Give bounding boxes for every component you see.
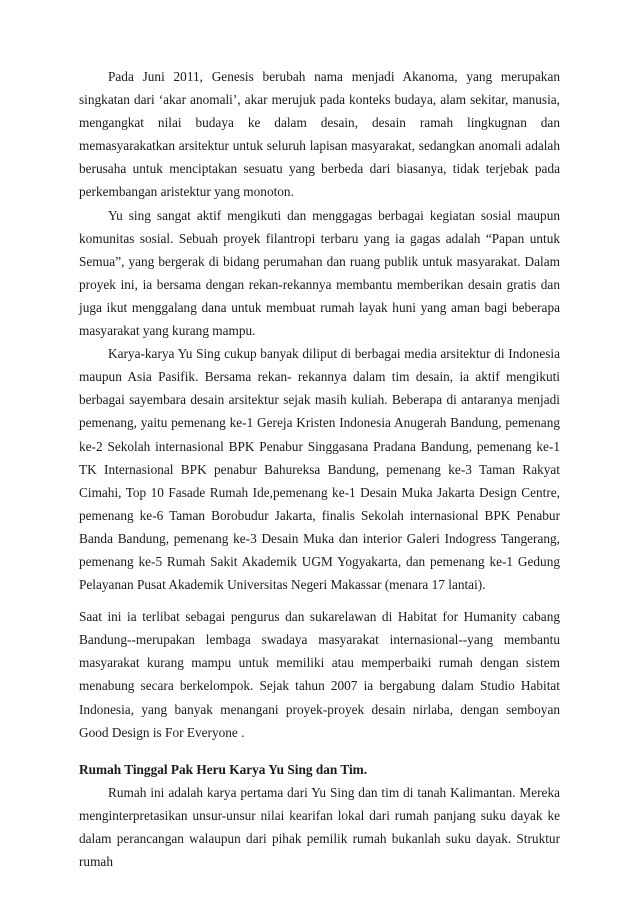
paragraph-rumah-pak-heru: Rumah ini adalah karya pertama dari Yu Sing dan tim di tanah Kalimantan. Mereka menginterpretasikan unsur-unsur nilai kearifan lokal dari rumah panjang suku dayak ke dalam perancangan walaupun dari pihak pemilik rumah bukanlah suku dayak. Struktur rumah	[79, 784, 560, 870]
paragraph-awards: Karya-karya Yu Sing cukup banyak diliput di berbagai media arsitektur di Indonesia maupun Asia Pasifik. Bersama rekan- rekannya dalam tim desain, ia aktif mengikuti berbagai sayembara desain arsitektur sejak masih kuliah. Beberapa di antaranya menjadi pemenang, yaitu pemenang ke-1 Gereja Kristen Indonesia Anugerah Bandung, pemenang ke-2 Sekolah internasional BPK Penabur Singgasana Pradana Bandung, pemenang ke-1 TK Internasional BPK penabur Bahureksa Bandung, pemenang ke-3 Taman Rakyat Cimahi, Top 10 Fasade Rumah Ide,pemenang ke-1 Desain Muka Jakarta Design Centre, pemenang ke-6 Taman Borobudur Jakarta, finalis Sekolah internasional BPK Penabur Banda Bandung, pemenang ke-3 Desain Muka dan interior Galeri Indogress Tangerang, pemenang ke-5 Rumah Sakit Akademik UGM Yogyakarta, dan pemenang ke-1 Gedung Pelayanan Pusat Akademik Universitas Negeri Makassar (menara 17 lantai).	[79, 346, 560, 593]
paragraph-akanoma: Pada Juni 2011, Genesis berubah nama menjadi Akanoma, yang merupakan singkatan dari ‘akar anomali’, akar merujuk pada konteks budaya, alam sekitar, manusia, mengangkat nilai budaya ke dalam desain, desain ramah lingkugnan dan memasyarakatkan arsitektur untuk seluruh lapisan masyarakat, sedangkan anomali adalah berusaha untuk menciptakan sesuatu yang berbeda dari biasanya, tidak terjebak pada perkembangan aristektur yang monoton.	[79, 69, 560, 200]
paragraph-social-activities: Yu sing sangat aktif mengikuti dan menggagas berbagai kegiatan sosial maupun komunitas sosial. Sebuah proyek filantropi terbaru yang ia gagas adalah “Papan untuk Semua”, yang bergerak di bidang perumahan dan ruang publik untuk masyarakat. Dalam proyek ini, ia bersama dengan rekan-rekannya membantu memberikan desain gratis dan juga ikut menggalang dana untuk membuat rumah layak huni yang aman bagi beberapa masyarakat yang kurang mampu.	[79, 207, 560, 339]
section-heading: Rumah Tinggal Pak Heru Karya Yu Sing dan Tim.	[79, 761, 368, 777]
paragraph-habitat: Saat ini ia terlibat sebagai pengurus dan sukarelawan di Habitat for Humanity cabang Bandung--merupakan lembaga swadaya masyarakat internasional--yang membantu masyarakat kurang mampu untuk memiliki atau memperbaiki rumah dengan sistem menabung secara berkelompok. Sejak tahun 2007 ia bergabung dalam Studio Habitat Indonesia, yang banyak menangani proyek-proyek desain nirlaba, dengan semboyan Good Design is For Everyone .	[79, 609, 560, 740]
